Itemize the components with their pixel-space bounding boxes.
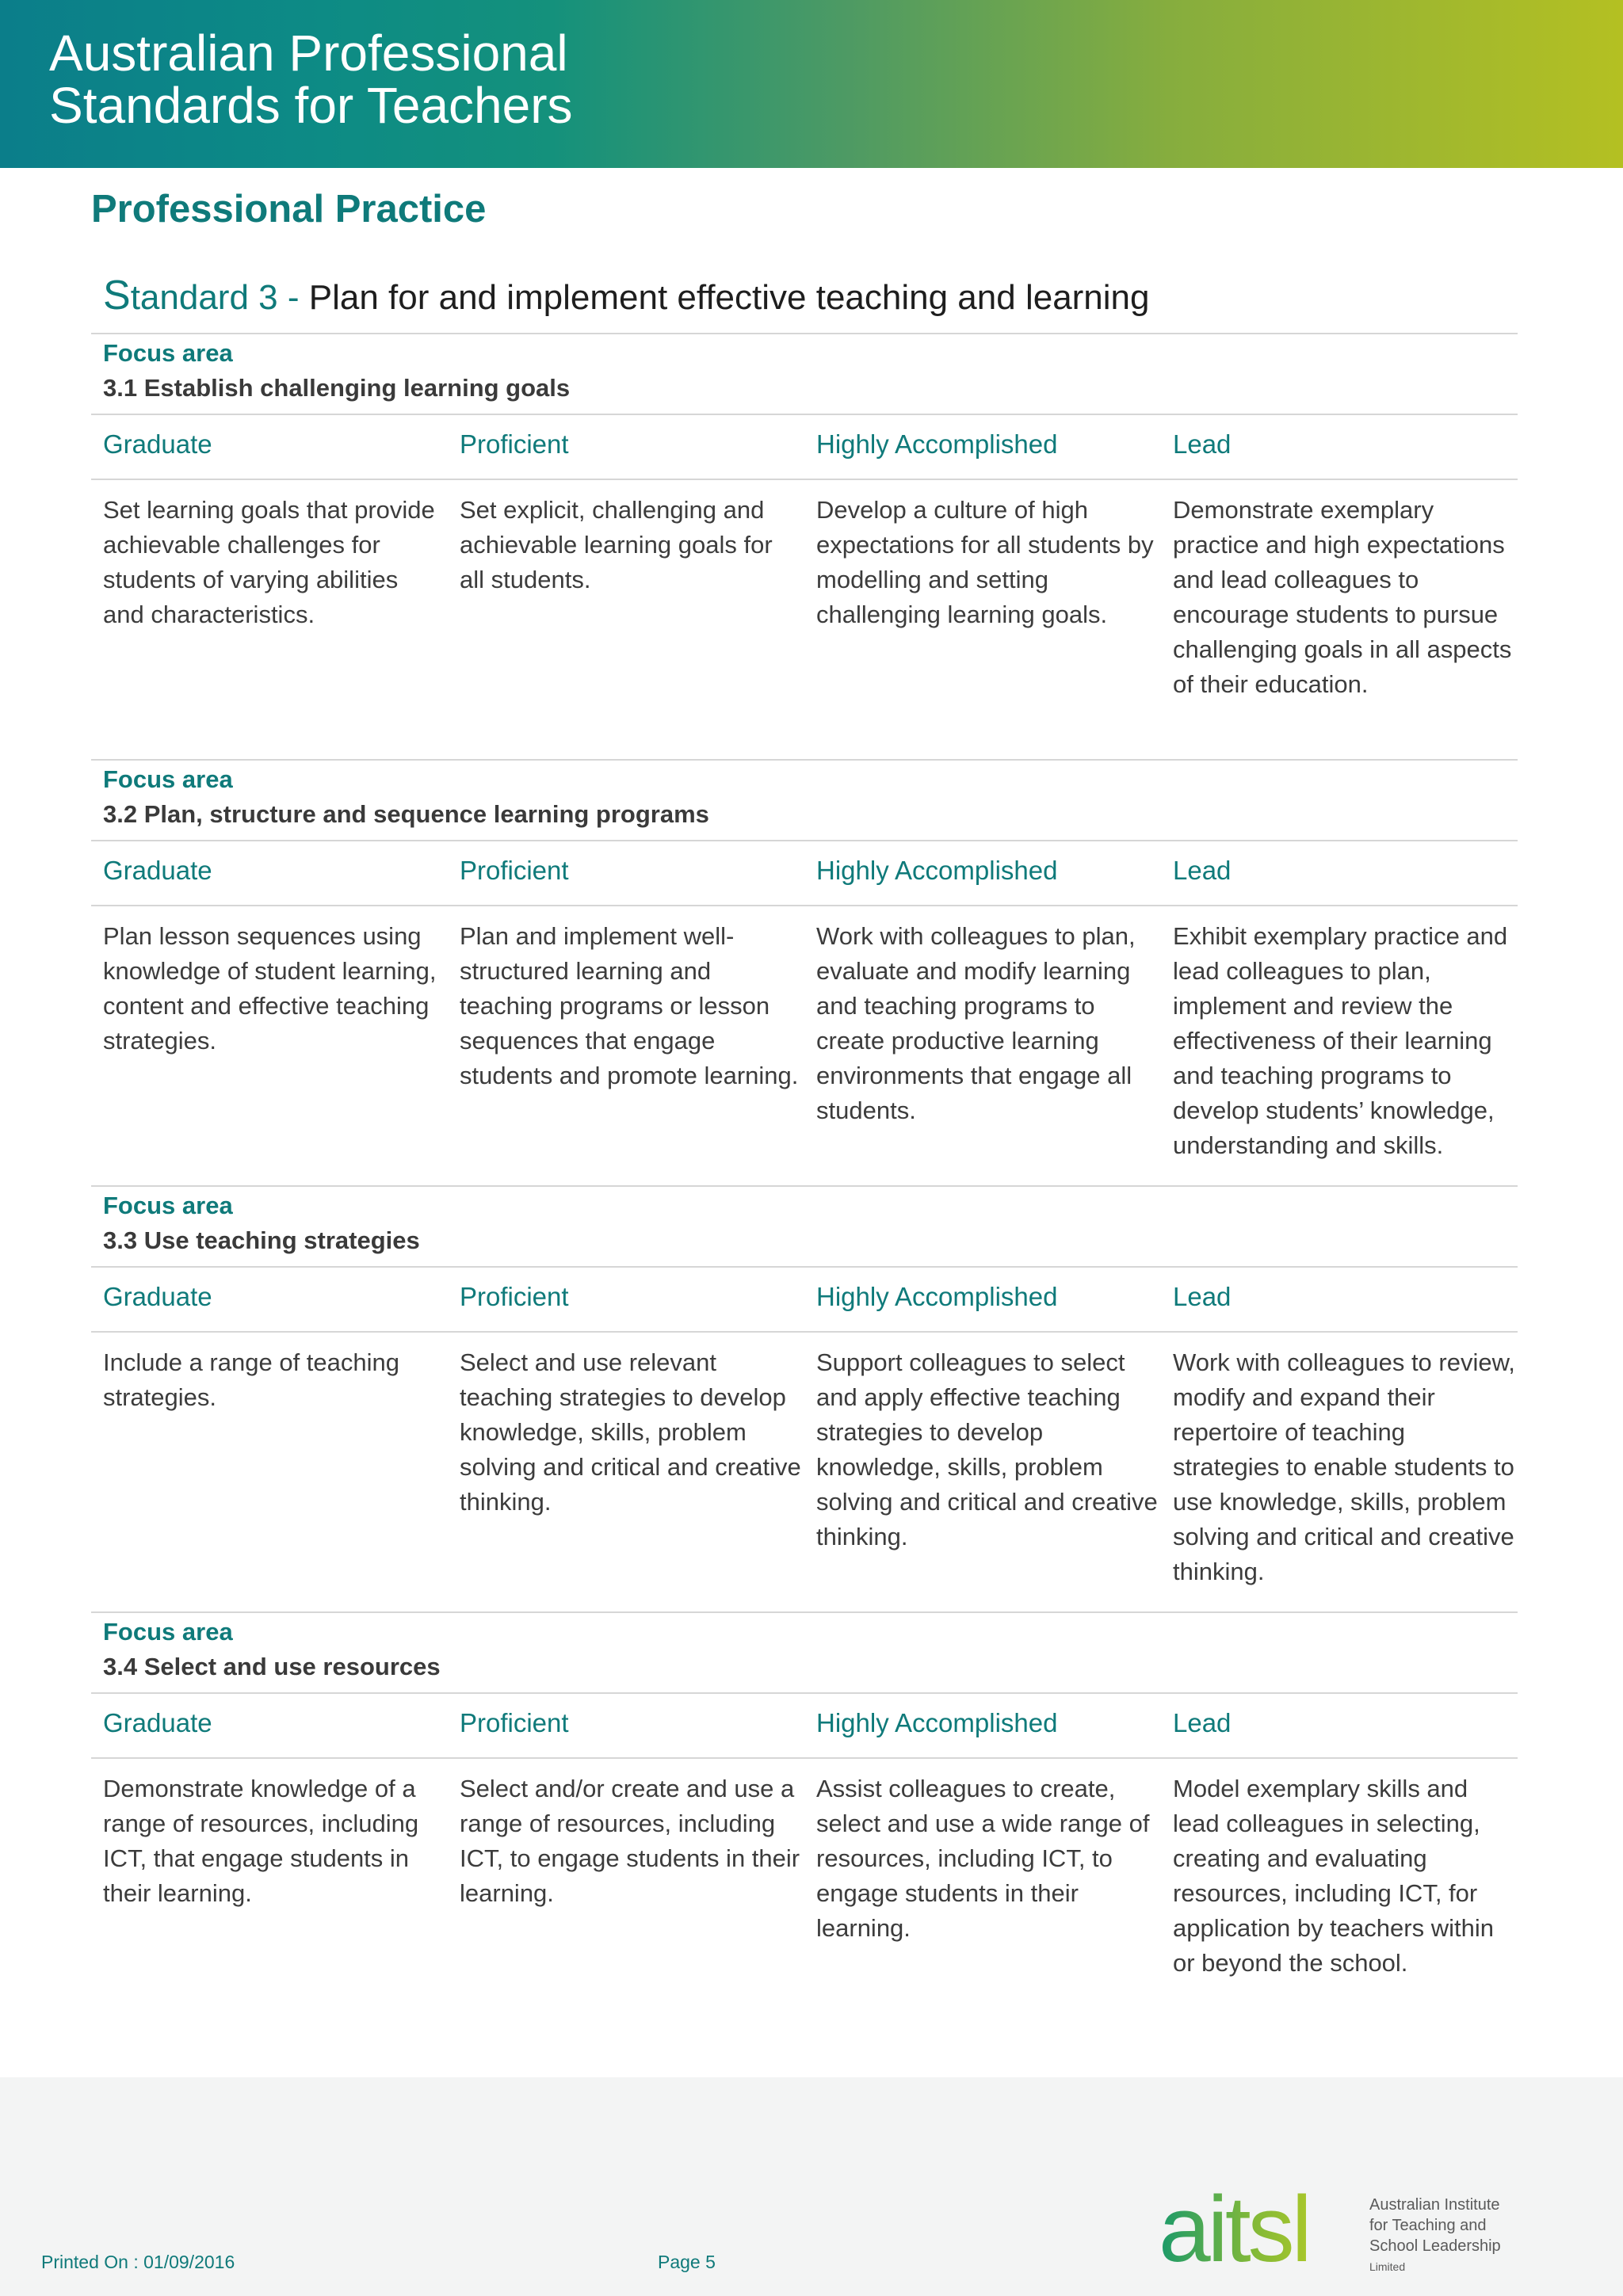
header-banner — [0, 0, 1623, 168]
column-header: Lead — [1173, 429, 1232, 459]
column-header: Highly Accomplished — [816, 429, 1058, 459]
descriptor-cell: Develop a culture of high expectations for all students by modelling and setting challenging learning goals. — [816, 496, 1154, 628]
focus-divider-top — [91, 1185, 1518, 1187]
focus-divider-bottom — [91, 1331, 1518, 1333]
org-line-1: Australian Institute — [1369, 2196, 1500, 2214]
standard-s-letter: S — [103, 273, 131, 318]
org-line-4: Limited — [1369, 2260, 1406, 2273]
column-header: Lead — [1173, 1708, 1232, 1737]
column-header: Graduate — [103, 1282, 212, 1311]
descriptor-cell: Assist colleagues to create, select and use a wide range of resources, including ICT, to engage students in their learning. — [816, 1775, 1150, 1942]
descriptor-cell: Demonstrate exemplary practice and high expectations and lead colleagues to encourage students to pursue challenging goals in all aspects of their education. — [1173, 496, 1512, 698]
column-header: Proficient — [460, 429, 569, 459]
focus-area-label: Focus area — [103, 1192, 233, 1219]
focus-area-title: 3.4 Select and use resources — [103, 1653, 441, 1680]
descriptor-cell: Model exemplary skills and lead colleagues in selecting, creating and evaluating resources, including ICT, for application by teachers within or beyond the school. — [1173, 1775, 1494, 1977]
focus-divider-bottom — [91, 1757, 1518, 1759]
standard-dash: - — [287, 278, 300, 317]
column-header: Proficient — [460, 856, 569, 885]
page-number: Page 5 — [658, 2252, 716, 2272]
descriptor-cell: Support colleagues to select and apply effective teaching strategies to develop knowledge, skills, problem solving and critical and creative thinking. — [816, 1348, 1158, 1550]
focus-area-title: 3.3 Use teaching strategies — [103, 1226, 420, 1254]
focus-divider-mid — [91, 1266, 1518, 1268]
column-header: Proficient — [460, 1282, 569, 1311]
focus-divider-bottom — [91, 905, 1518, 906]
column-header: Graduate — [103, 856, 212, 885]
aitsl-logo — [1159, 2166, 1357, 2277]
column-header: Proficient — [460, 1708, 569, 1737]
focus-divider-top — [91, 759, 1518, 761]
descriptor-cell: Set learning goals that provide achievable challenges for students of varying abilities and characteristics. — [103, 496, 435, 628]
section-title: Professional Practice — [91, 188, 487, 231]
descriptor-cell: Include a range of teaching strategies. — [103, 1348, 399, 1411]
standard-label: tandard 3 — [130, 278, 278, 317]
org-line-3: School Leadership — [1369, 2237, 1501, 2255]
column-header: Graduate — [103, 1708, 212, 1737]
org-line-2: for Teaching and — [1369, 2217, 1487, 2234]
focus-divider-bottom — [91, 479, 1518, 480]
descriptor-cell: Select and use relevant teaching strategies to develop knowledge, skills, problem solving and critical and creative thinking. — [460, 1348, 801, 1516]
column-header: Highly Accomplished — [816, 1282, 1058, 1311]
descriptor-cell: Work with colleagues to plan, evaluate and modify learning and teaching programs to create productive learning environments that engage all students. — [816, 922, 1136, 1124]
column-header: Highly Accomplished — [816, 1708, 1058, 1737]
focus-divider-mid — [91, 414, 1518, 415]
organisation-name — [1369, 2195, 1544, 2277]
standard-heading — [103, 274, 1514, 319]
focus-area-title: 3.2 Plan, structure and sequence learning programs — [103, 800, 709, 828]
descriptor-cell: Plan lesson sequences using knowledge of student learning, content and effective teaching strategies. — [103, 922, 437, 1055]
focus-divider-mid — [91, 840, 1518, 841]
title-line-2: Standards for Teachers — [49, 77, 573, 134]
title-line-1: Australian Professional — [49, 25, 568, 82]
printed-date: Printed On : 01/09/2016 — [41, 2252, 235, 2272]
descriptor-cell: Demonstrate knowledge of a range of resources, including ICT, that engage students in their learning. — [103, 1775, 419, 1907]
descriptor-cell: Work with colleagues to review, modify and expand their repertoire of teaching strategies to enable students to use knowledge, skills, problem solving and critical and creative thinking. — [1173, 1348, 1515, 1585]
focus-divider-top — [91, 1611, 1518, 1613]
column-header: Graduate — [103, 429, 212, 459]
focus-divider-top — [91, 333, 1518, 334]
descriptor-cell: Select and/or create and use a range of resources, including ICT, to engage students in their learning. — [460, 1775, 800, 1907]
focus-area-label: Focus area — [103, 1618, 233, 1646]
document-title — [49, 27, 762, 132]
focus-divider-mid — [91, 1692, 1518, 1694]
focus-area-label: Focus area — [103, 339, 233, 367]
column-header: Lead — [1173, 856, 1232, 885]
logo-wordmark: aitsl — [1159, 2177, 1309, 2277]
standard-title: Plan for and implement effective teaching and learning — [308, 278, 1150, 317]
descriptor-cell: Set explicit, challenging and achievable learning goals for all students. — [460, 496, 773, 593]
column-header: Highly Accomplished — [816, 856, 1058, 885]
focus-area-label: Focus area — [103, 765, 233, 793]
column-header: Lead — [1173, 1282, 1232, 1311]
focus-area-title: 3.1 Establish challenging learning goals — [103, 374, 571, 402]
descriptor-cell: Exhibit exemplary practice and lead colleagues to plan, implement and review the effectiveness of their learning and teaching programs to develop students’ knowledge, understanding and skills. — [1173, 922, 1508, 1159]
descriptor-cell: Plan and implement well-structured learning and teaching programs or lesson sequences that engage students and promote learning. — [460, 922, 799, 1089]
